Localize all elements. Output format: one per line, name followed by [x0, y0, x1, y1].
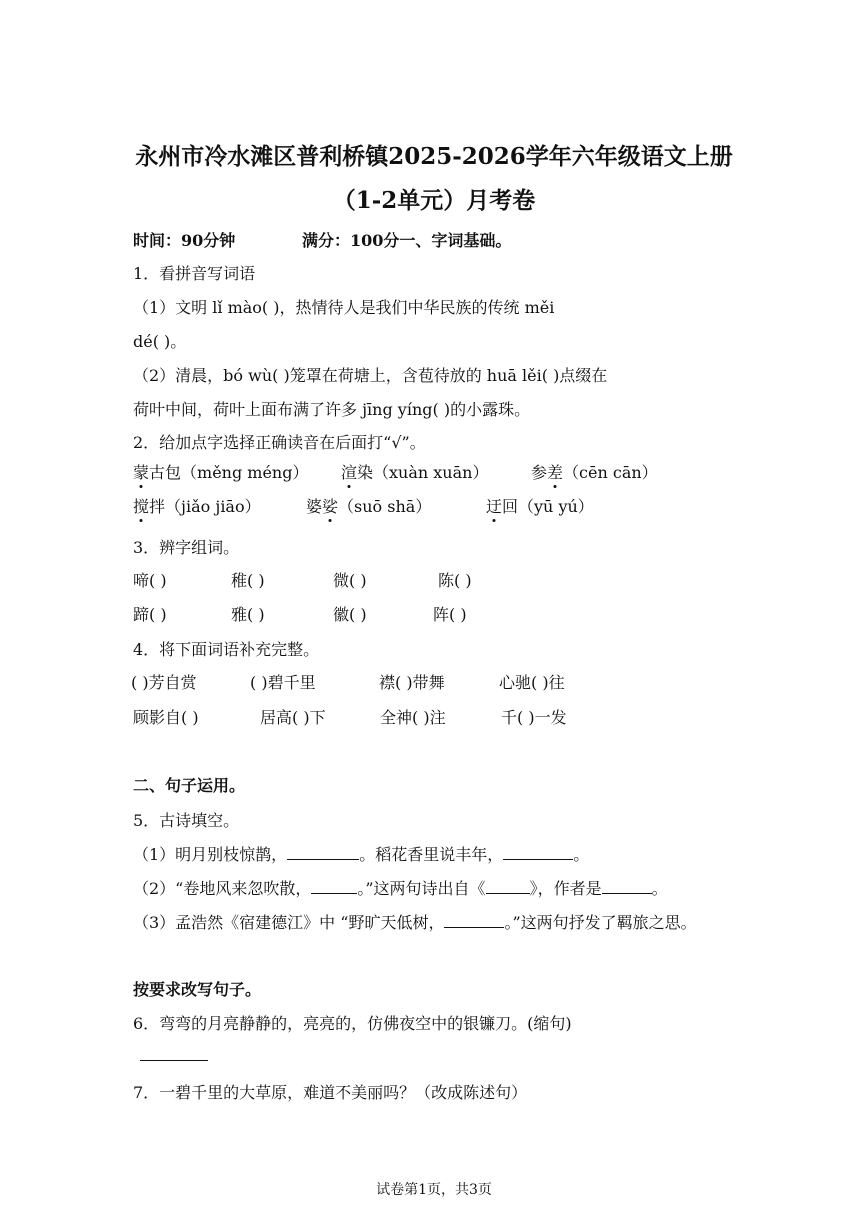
q6-answer-line	[140, 1046, 208, 1061]
q1-heading: 1．看拼音写词语	[133, 264, 256, 283]
q3-cell: 蹄( )	[133, 605, 167, 624]
q4-cell: ( )芳自赏	[131, 673, 197, 692]
q4-heading: 4．将下面词语补充完整。	[133, 640, 320, 659]
q5-heading: 5．古诗填空。	[133, 811, 240, 830]
q4-cell: 千( )一发	[501, 708, 567, 727]
exam-title-line2: （1-2单元）月考卷	[332, 187, 536, 214]
section2-heading: 二、句子运用。	[133, 776, 246, 795]
q2-item: 迂回（yū yú）	[486, 494, 594, 517]
rewrite-heading: 按要求改写句子。	[133, 980, 262, 999]
q3-cell: 微( )	[333, 571, 367, 590]
exam-score: 满分：100分一、字词基础。	[302, 231, 512, 250]
q4-cell: 心驰( )往	[499, 673, 565, 692]
q5-line1: （1）明月别枝惊鹊， 。稻花香里说丰年， 。	[133, 845, 590, 864]
q4-cell: 襟( )带舞	[379, 673, 445, 692]
q1-line3: （2）清晨，bó wù( )笼罩在荷塘上，含苞待放的 huā lěi( )点缀在	[133, 366, 608, 385]
q6-text: 6．弯弯的月亮静静的，亮亮的，仿佛夜空中的银镰刀。(缩句)	[133, 1014, 572, 1033]
q1-line4: 荷叶中间，荷叶上面布满了许多 jīng yíng( )的小露珠。	[133, 400, 531, 419]
q2-item: 婆娑（suō shā）	[306, 494, 431, 517]
q5-line3: （3）孟浩然《宿建德江》中 “野旷天低树， 。”这两句抒发了羁旅之思。	[133, 913, 697, 932]
q2-item: 蒙古包（měng méng）	[133, 460, 308, 483]
q3-cell: 稚( )	[231, 571, 265, 590]
q3-heading: 3．辨字组词。	[133, 538, 240, 557]
q3-cell: 啼( )	[133, 571, 167, 590]
q2-item: 搅拌（jiǎo jiāo）	[133, 494, 261, 517]
q4-cell: 全神( )注	[380, 708, 446, 727]
exam-title-line1: 永州市冷水滩区普利桥镇2025-2026学年六年级语文上册	[135, 143, 733, 170]
q3-cell: 陈( )	[438, 571, 472, 590]
q3-cell: 徽( )	[333, 605, 367, 624]
q4-cell: 顾影自( )	[133, 708, 199, 727]
q1-line2: dé( )。	[133, 332, 187, 351]
q2-item: 参差（cēn cān）	[531, 460, 658, 483]
q3-cell: 阵( )	[433, 605, 467, 624]
q1-line1: （1）文明 lǐ mào( )，热情待人是我们中华民族的传统 měi	[133, 298, 555, 317]
q4-cell: ( )碧千里	[250, 673, 316, 692]
q2-heading: 2．给加点字选择正确读音在后面打“√”。	[133, 433, 426, 452]
q5-line2: （2）“卷地风来忽吹散， 。”这两句诗出自《 》，作者是 。	[133, 879, 668, 898]
exam-time: 时间：90分钟	[133, 231, 236, 250]
page-footer: 试卷第1页，共3页	[376, 1182, 492, 1198]
q3-cell: 雅( )	[231, 605, 265, 624]
q7-text: 7．一碧千里的大草原，难道不美丽吗？（改成陈述句）	[133, 1083, 528, 1102]
q2-item: 渲染（xuàn xuān）	[341, 460, 488, 483]
q4-cell: 居高( )下	[260, 708, 326, 727]
